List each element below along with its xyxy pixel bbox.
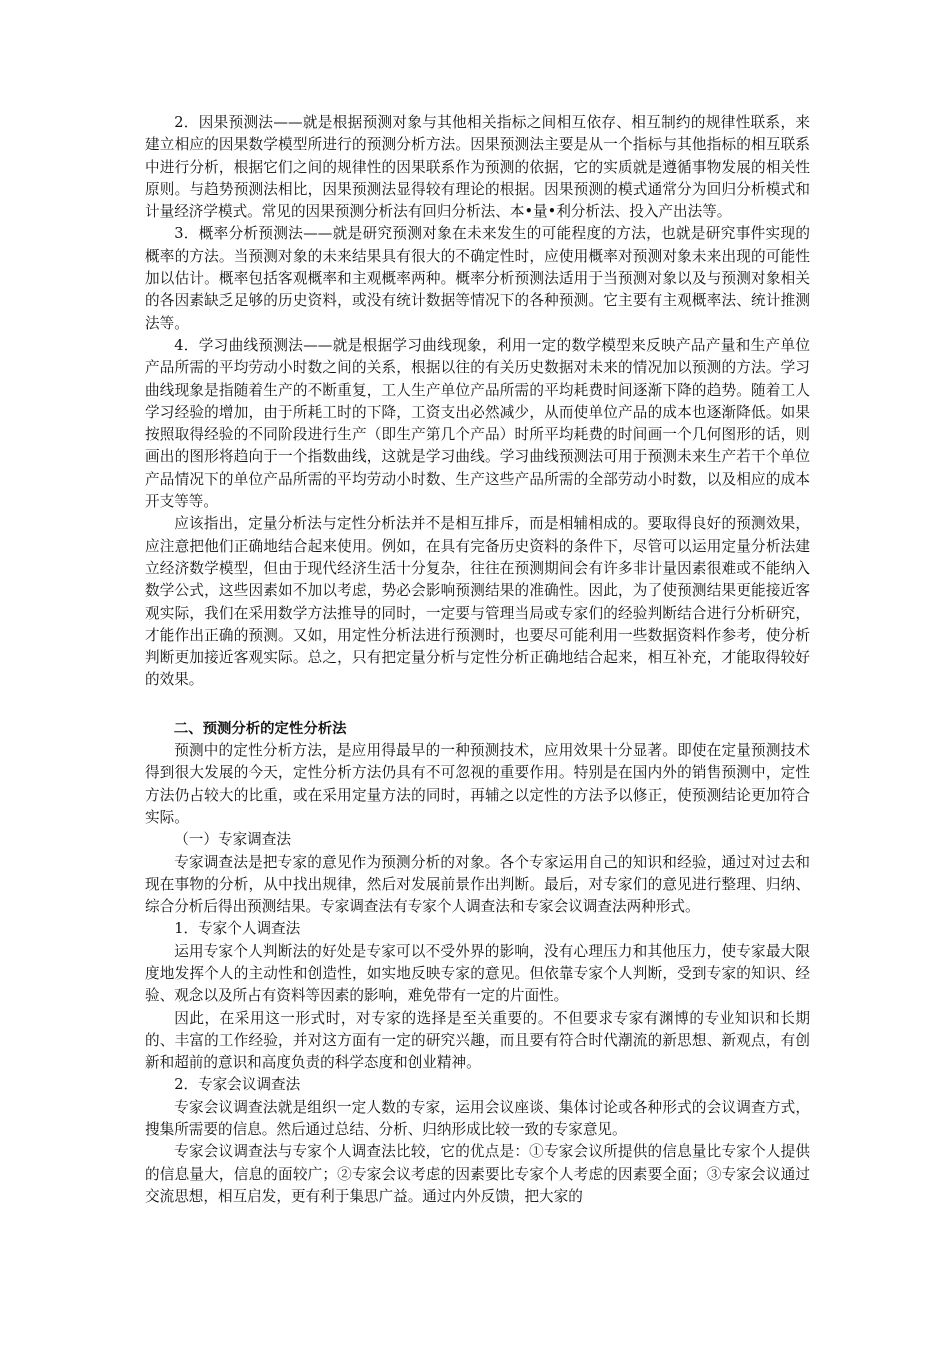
item-1-paragraph-2: 因此，在采用这一形式时，对专家的选择是至关重要的。不但要求专家有渊博的专业知识和长期的、丰富的工作经验，并对这方面有一定的研究兴趣，而且要有符合时代潮流的新思想、新观点，有创新和超前的意识和高度负责的科学态度和创业精神。: [145, 1009, 810, 1072]
paragraph-combination: 应该指出，定量分析法与定性分析法并不是相互排斥，而是相辅相成的。要取得良好的预测效果，应注意把他们正确地结合起来使用。例如，在具有完备历史资料的条件下，尽管可以运用定量分析法建立经济数学模型，但由于现代经济生活十分复杂，往往在预测期间会有许多非计量因素很难或不能纳入数学公式，这些因素如不加以考虑，势必会影响预测结果的准确性。因此，为了使预测结果更能接近客观实际，我们在采用数学方法推导的同时，一定要与管理当局或专家们的经验判断结合进行分析研究，才能作出正确的预测。又如，用定性分析法进行预测时，也要尽可能利用一些数据资料作参考，使分析判断更加接近客观实际。总之，只有把定量分析与定性分析正确地结合起来，相互补充，才能取得较好的效果。: [145, 515, 810, 689]
section-intro: 预测中的定性分析方法，是应用得最早的一种预测技术，应用效果十分显著。即使在定量预测技术得到很大发展的今天，定性分析方法仍具有不可忽视的重要作用。特别是在国内外的销售预测中，定性方法仍占较大的比重，或在采用定量方法的同时，再辅之以定性的方法予以修正，使预测结论更加符合实际。: [145, 742, 810, 826]
item-1-paragraph-1: 运用专家个人判断法的好处是专家可以不受外界的影响，没有心理压力和其他压力，使专家最大限度地发挥个人的主动性和创造性，如实地反映专家的意见。但依靠专家个人判断，受到专家的知识、经验、观念以及所占有资料等因素的影响，难免带有一定的片面性。: [145, 942, 810, 1005]
item-1-title: 1．专家个人调查法: [174, 920, 301, 938]
paragraph-probability-forecast: 3．概率分析预测法——就是研究预测对象在未来发生的可能程度的方法，也就是研究事件实现的概率的方法。当预测对象的未来结果具有很大的不确定性时，应使用概率对预测对象未来出现的可能性加以估计。概率包括客观概率和主观概率两种。概率分析预测法适用于当预测对象以及与预测对象相关的各因素缺乏足够的历史资料，或没有统计数据等情况下的各种预测。它主要有主观概率法、统计推测法等。: [145, 225, 810, 332]
item-2-paragraph-2: 专家会议调查法与专家个人调查法比较，它的优点是：①专家会议所提供的信息量比专家个人提供的信息量大，信息的面较广；②专家会议考虑的因素要比专家个人考虑的因素要全面；③专家会议通过交流思想，相互启发，更有利于集思广益。通过内外反馈，把大家的: [145, 1143, 810, 1205]
section-heading: 二、预测分析的定性分析法: [173, 720, 347, 737]
paragraph-learning-curve: 4．学习曲线预测法——就是根据学习曲线现象，利用一定的数学模型来反映产品产量和生产单位产品所需的平均劳动小时数之间的关系，根据以往的有关历史数据对未来的情况加以预测的方法。学习曲线现象是指随着生产的不断重复，工人生产单位产品所需的平均耗费时间逐渐下降的趋势。随着工人学习经验的增加，由于所耗工时的下降，工资支出必然减少，从而使单位产品的成本也逐渐降低。如果按照取得经验的不同阶段进行生产（即生产第几个产品）时所平均耗费的时间画一个几何图形的话，则画出的图形将趋向于一个指数曲线，这就是学习曲线。学习曲线预测法可用于预测未来生产若干个单位产品情况下的单位产品所需的平均劳动小时数、生产这些产品所需的全部劳动小时数，以及相应的成本开支等等。: [145, 336, 810, 511]
item-2-paragraph-1: 专家会议调查法就是组织一定人数的专家，运用会议座谈、集体讨论或各种形式的会议调查方式，搜集所需要的信息。然后通过总结、分析、归纳形成比较一致的专家意见。: [145, 1098, 810, 1139]
item-2-title: 2．专家会议调查法: [174, 1076, 301, 1094]
document-page: [145, 112, 810, 1208]
subsection-text: 专家调查法是把专家的意见作为预测分析的对象。各个专家运用自己的知识和经验，通过对过去和现在事物的分析，从中找出规律，然后对发展前景作出判断。最后，对专家们的意见进行整理、归纳、综合分析后得出预测结果。专家调查法有专家个人调查法和专家会议调查法两种形式。: [145, 853, 810, 916]
subsection-title: （一）专家调查法: [174, 831, 291, 849]
paragraph-causal-forecast: 2．因果预测法——就是根据预测对象与其他相关指标之间相互依存、相互制约的规律性联系，来建立相应的因果数学模型所进行的预测分析方法。因果预测法主要是从一个指标与其他指标的相互联系中进行分析，根据它们之间的规律性的因果联系作为预测的依据，它的实质就是遵循事物发展的相关性原则。与趋势预测法相比，因果预测法显得较有理论的根据。因果预测的模式通常分为回归分析模式和计量经济学模式。常见的因果预测分析法有回归分析法、本•量•利分析法、投入产出法等。: [145, 114, 810, 221]
